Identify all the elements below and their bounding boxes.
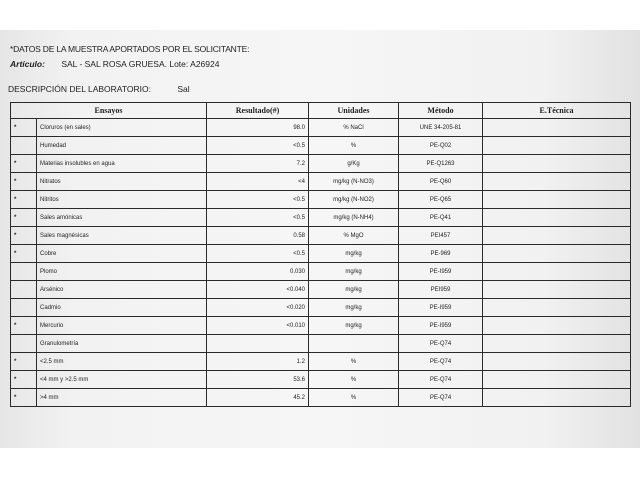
- table-row: [11, 317, 631, 335]
- table-row: [11, 209, 631, 227]
- ensayo-cell: Sales amónicas: [37, 209, 207, 227]
- unidades-cell: mg/kg: [309, 263, 399, 281]
- unidades-cell: [309, 335, 399, 353]
- unidades-cell: %: [309, 389, 399, 407]
- ensayo-cell: Nitritos: [37, 191, 207, 209]
- star-marker: [11, 263, 37, 281]
- table-row: [11, 245, 631, 263]
- etecnica-cell: [483, 137, 631, 155]
- metodo-cell: PE-I959: [399, 263, 483, 281]
- resultado-cell: <0.020: [207, 299, 309, 317]
- column-header-metodo: Método: [399, 103, 483, 119]
- table-row: [11, 137, 631, 155]
- resultado-cell: <0.010: [207, 317, 309, 335]
- unidades-cell: mg/kg (N-NO2): [309, 191, 399, 209]
- lab-description-label: DESCRIPCIÓN DEL LABORATORIO:: [8, 84, 151, 94]
- etecnica-cell: [483, 353, 631, 371]
- etecnica-cell: [483, 263, 631, 281]
- unidades-cell: %: [309, 353, 399, 371]
- column-header-resultado: Resultado(#): [207, 103, 309, 119]
- star-marker: [11, 335, 37, 353]
- metodo-cell: PE-Q74: [399, 353, 483, 371]
- table-row: [11, 191, 631, 209]
- resultado-cell: <0.5: [207, 245, 309, 263]
- ensayo-cell: Sales magnésicas: [37, 227, 207, 245]
- metodo-cell: UNE 34-205-81: [399, 119, 483, 137]
- metodo-cell: PE-I959: [399, 317, 483, 335]
- table-row: [11, 281, 631, 299]
- table-row: [11, 155, 631, 173]
- ensayo-cell: Cadmio: [37, 299, 207, 317]
- resultado-cell: 98.0: [207, 119, 309, 137]
- unidades-cell: % NaCl: [309, 119, 399, 137]
- table-row: [11, 371, 631, 389]
- star-marker: [11, 281, 37, 299]
- table-row: [11, 227, 631, 245]
- metodo-cell: PE-Q41: [399, 209, 483, 227]
- table-row: [11, 353, 631, 371]
- lab-description-value: Sal: [177, 84, 190, 94]
- unidades-cell: % MgO: [309, 227, 399, 245]
- ensayo-cell: >4 mm: [37, 389, 207, 407]
- resultado-cell: 0.030: [207, 263, 309, 281]
- etecnica-cell: [483, 119, 631, 137]
- table-row: [11, 389, 631, 407]
- etecnica-cell: [483, 335, 631, 353]
- star-marker: [11, 299, 37, 317]
- etecnica-cell: [483, 245, 631, 263]
- ensayo-cell: Plomo: [37, 263, 207, 281]
- star-marker: *: [11, 371, 37, 389]
- table-row: [11, 299, 631, 317]
- column-header-ensayos: Ensayos: [11, 103, 207, 119]
- star-marker: *: [11, 191, 37, 209]
- etecnica-cell: [483, 389, 631, 407]
- table-row: [11, 119, 631, 137]
- metodo-cell: PE-Q74: [399, 389, 483, 407]
- etecnica-cell: [483, 317, 631, 335]
- unidades-cell: mg/kg: [309, 317, 399, 335]
- resultado-cell: 45.2: [207, 389, 309, 407]
- metodo-cell: PE-Q02: [399, 137, 483, 155]
- metodo-cell: PE-Q1263: [399, 155, 483, 173]
- article-label: Artículo:: [10, 59, 45, 69]
- etecnica-cell: [483, 281, 631, 299]
- ensayo-cell: Granulometría: [37, 335, 207, 353]
- results-table: [10, 102, 631, 407]
- resultado-cell: 7.2: [207, 155, 309, 173]
- resultado-cell: <0.5: [207, 137, 309, 155]
- star-marker: *: [11, 389, 37, 407]
- metodo-cell: PE-I959: [399, 299, 483, 317]
- etecnica-cell: [483, 209, 631, 227]
- article-line: [10, 59, 219, 69]
- ensayo-cell: Humedad: [37, 137, 207, 155]
- star-marker: *: [11, 317, 37, 335]
- metodo-cell: PE-Q74: [399, 335, 483, 353]
- column-header-unidades: Unidades: [309, 103, 399, 119]
- etecnica-cell: [483, 173, 631, 191]
- ensayo-cell: <4 mm y >2.5 mm: [37, 371, 207, 389]
- metodo-cell: PE-Q65: [399, 191, 483, 209]
- star-marker: *: [11, 227, 37, 245]
- metodo-cell: PE-969: [399, 245, 483, 263]
- resultado-cell: [207, 335, 309, 353]
- ensayo-cell: Arsénico: [37, 281, 207, 299]
- table-header-row: [11, 103, 631, 119]
- metodo-cell: PE-Q74: [399, 371, 483, 389]
- resultado-cell: 53.6: [207, 371, 309, 389]
- lab-description-line: [8, 84, 190, 94]
- resultado-cell: <0.040: [207, 281, 309, 299]
- table-row: [11, 173, 631, 191]
- table-row: [11, 263, 631, 281]
- star-marker: *: [11, 245, 37, 263]
- star-marker: *: [11, 173, 37, 191]
- etecnica-cell: [483, 191, 631, 209]
- star-marker: *: [11, 155, 37, 173]
- ensayo-cell: Nitratos: [37, 173, 207, 191]
- etecnica-cell: [483, 371, 631, 389]
- etecnica-cell: [483, 227, 631, 245]
- metodo-cell: PEI959: [399, 281, 483, 299]
- resultado-cell: <0.5: [207, 191, 309, 209]
- unidades-cell: mg/kg: [309, 245, 399, 263]
- unidades-cell: %: [309, 137, 399, 155]
- star-marker: *: [11, 353, 37, 371]
- unidades-cell: %: [309, 371, 399, 389]
- star-marker: *: [11, 209, 37, 227]
- table-row: [11, 335, 631, 353]
- unidades-cell: mg/kg (N-NH4): [309, 209, 399, 227]
- ensayo-cell: <2.5 mm: [37, 353, 207, 371]
- column-header-etecnica: E.Técnica: [483, 103, 631, 119]
- etecnica-cell: [483, 299, 631, 317]
- resultado-cell: 1.2: [207, 353, 309, 371]
- article-value: SAL - SAL ROSA GRUESA. Lote: A26924: [61, 59, 220, 69]
- star-marker: [11, 137, 37, 155]
- resultado-cell: <4: [207, 173, 309, 191]
- document-sheet: [0, 30, 640, 448]
- ensayo-cell: Materias insolubles en agua: [37, 155, 207, 173]
- metodo-cell: PEI457: [399, 227, 483, 245]
- ensayo-cell: Cloruros (en sales): [37, 119, 207, 137]
- unidades-cell: mg/kg: [309, 299, 399, 317]
- etecnica-cell: [483, 155, 631, 173]
- unidades-cell: mg/kg: [309, 281, 399, 299]
- resultado-cell: <0.5: [207, 209, 309, 227]
- ensayo-cell: Mercurio: [37, 317, 207, 335]
- metodo-cell: PE-Q60: [399, 173, 483, 191]
- ensayo-cell: Cobre: [37, 245, 207, 263]
- results-body: [11, 119, 631, 407]
- resultado-cell: 0.58: [207, 227, 309, 245]
- unidades-cell: g/Kg: [309, 155, 399, 173]
- sample-data-heading: *DATOS DE LA MUESTRA APORTADOS POR EL SOLICITANTE:: [10, 44, 250, 54]
- unidades-cell: mg/kg (N-NO3): [309, 173, 399, 191]
- star-marker: *: [11, 119, 37, 137]
